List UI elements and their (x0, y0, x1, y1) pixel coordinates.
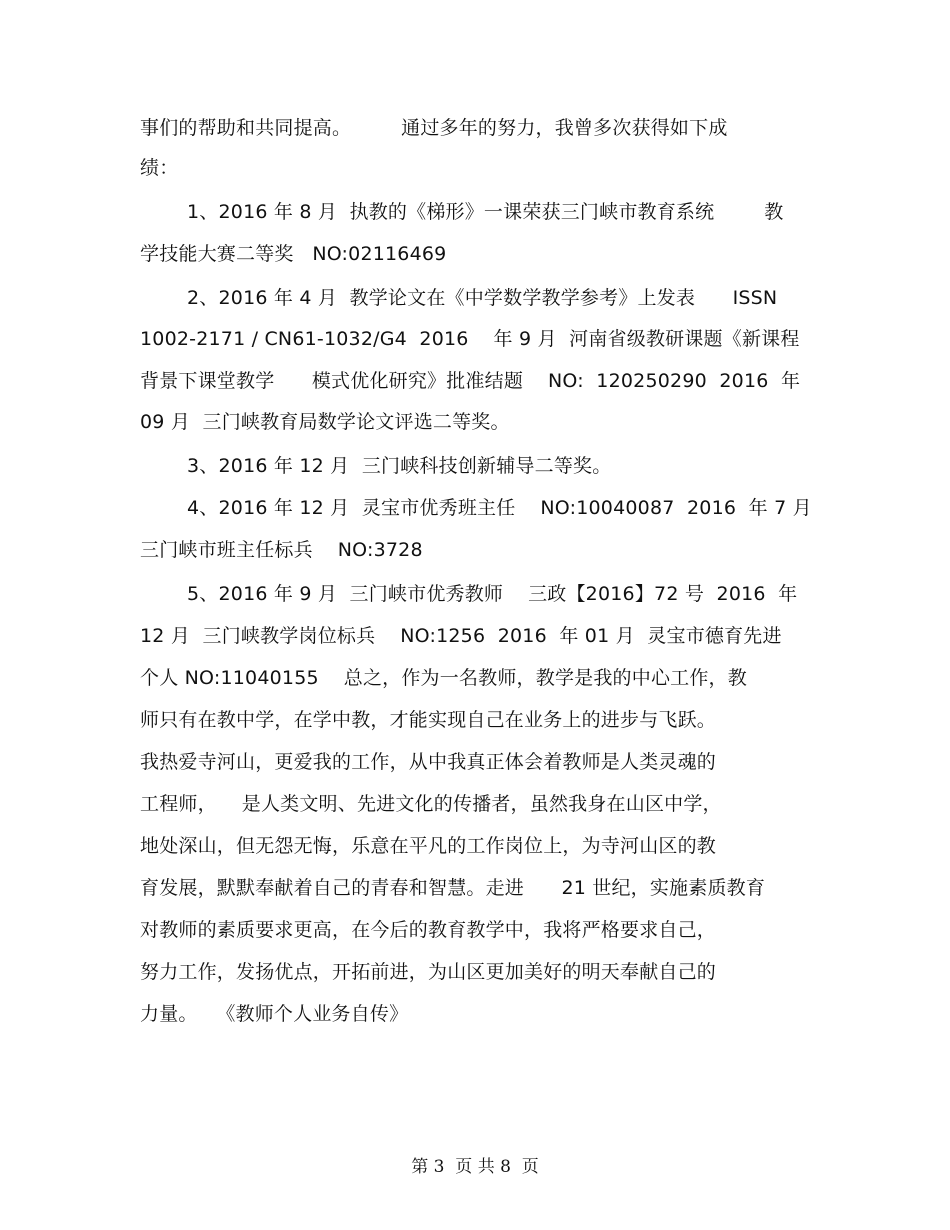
body-text-line: 学技能大赛二等奖 NO:02116469 (140, 243, 447, 265)
body-text-line: 我热爱寺河山，更爱我的工作，从中我真正体会着教师是人类灵魂的 (140, 751, 717, 773)
body-text-line: 3、2016 年 12 月 三门峡科技创新辅导二等奖。 (187, 455, 612, 477)
body-text-line: 2、2016 年 4 月 教学论文在《中学数学教学参考》上发表 ISSN (187, 287, 778, 309)
body-text-line: 工程师， 是人类文明、先进文化的传播者，虽然我身在山区中学， (140, 793, 722, 815)
body-text-line: 12 月 三门峡教学岗位标兵 NO:1256 2016 年 01 月 灵宝市德育先进 (140, 625, 782, 647)
body-text-line: 09 月 三门峡教育局数学论文评选二等奖。 (140, 411, 510, 433)
body-text-line: 1、2016 年 8 月 执教的《梯形》一课荣获三门峡市教育系统 教 (187, 201, 784, 223)
body-text-line: 师只有在教中学，在学中教，才能实现自己在业务上的进步与飞跃。 (140, 709, 717, 731)
body-text-line: 三门峡市班主任标兵 NO:3728 (140, 539, 423, 561)
body-text-line: 育发展，默默奉献着自己的青春和智慧。走进 21 世纪，实施素质教育 (140, 877, 766, 899)
body-text-line: 努力工作，发扬优点，开拓前进，为山区更加美好的明天奉献自己的 (140, 961, 717, 983)
body-text-line: 绩： (140, 157, 179, 179)
body-text-line: 背景下课堂教学 模式优化研究》批准结题 NO: 120250290 2016 年 (140, 370, 801, 392)
body-text-line: 地处深山，但无怨无悔，乐意在平凡的工作岗位上，为寺河山区的教 (140, 835, 717, 857)
body-text-line: 力量。 《教师个人业务自传》 (140, 1003, 409, 1025)
body-text-line: 事们的帮助和共同提高。 通过多年的努力，我曾多次获得如下成 (140, 117, 728, 139)
page-number-footer: 第 3 页 共 8 页 (411, 1157, 539, 1177)
body-text-line: 1002-2171 / CN61-1032/G4 2016 年 9 月 河南省级教研课题《新课程 (140, 328, 800, 350)
body-text-line: 4、2016 年 12 月 灵宝市优秀班主任 NO:10040087 2016 年 7 月 (187, 497, 812, 519)
body-text-line: 5、2016 年 9 月 三门峡市优秀教师 三政【2016】72 号 2016 年 (187, 583, 798, 605)
body-text-line: 对教师的素质要求更高，在今后的教育教学中，我将严格要求自己， (140, 919, 717, 941)
body-text-line: 个人 NO:11040155 总之，作为一名教师，教学是我的中心工作，教 (140, 667, 747, 689)
